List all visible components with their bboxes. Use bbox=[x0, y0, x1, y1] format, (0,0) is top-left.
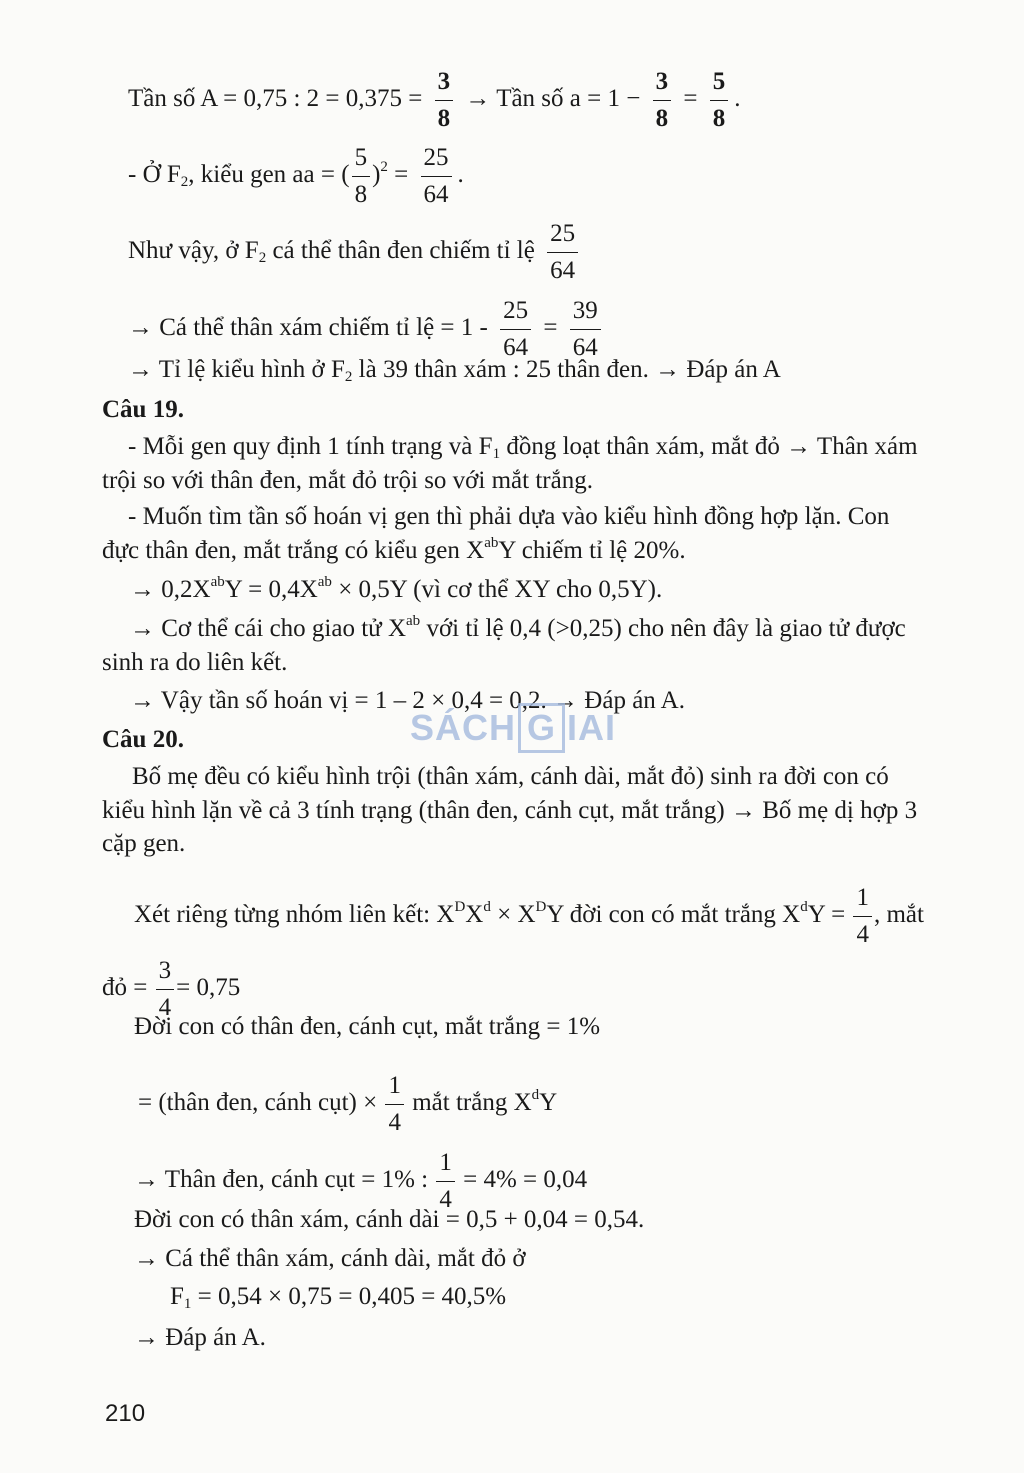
text: → Tần số a = 1 − bbox=[465, 85, 641, 113]
text: là 39 thân xám : 25 thân đen. → Đáp án A bbox=[352, 356, 781, 383]
superscript: d bbox=[531, 1087, 540, 1104]
denominator: 64 bbox=[572, 334, 598, 361]
paragraph-20-j: → Cá thể thân xám, cánh dài, mắt đỏ ở bbox=[134, 1245, 526, 1272]
denominator: 64 bbox=[550, 257, 576, 284]
text: - Mỗi gen quy định 1 tính trạng và F bbox=[128, 433, 493, 460]
numerator: 25 bbox=[421, 140, 452, 177]
watermark-logo bbox=[410, 703, 616, 753]
denominator: 4 bbox=[388, 1109, 401, 1136]
denominator: 4 bbox=[856, 921, 869, 948]
numerator: 5 bbox=[710, 64, 729, 101]
text: mắt trắng X bbox=[412, 1089, 532, 1117]
text: = bbox=[683, 85, 698, 113]
numerator: 5 bbox=[352, 140, 371, 177]
watermark-text: IAI bbox=[567, 707, 617, 748]
superscript: d bbox=[483, 899, 491, 916]
text: . bbox=[734, 85, 741, 113]
numerator: 3 bbox=[156, 953, 175, 990]
text: F bbox=[170, 1283, 184, 1310]
superscript: ab bbox=[317, 574, 332, 590]
subscript: 2 bbox=[180, 174, 189, 191]
superscript: D bbox=[454, 899, 466, 916]
paragraph-19-d bbox=[102, 536, 686, 566]
paragraph-20-f: Đời con có thân đen, cánh cụt, mắt trắng = 1% bbox=[134, 1013, 601, 1040]
paragraph-20-i: Đời con có thân xám, cánh dài = 0,5 + 0,04 = 0,54. bbox=[134, 1206, 645, 1233]
line-phenotype-ratio bbox=[128, 355, 781, 385]
text: Y = 0,4X bbox=[224, 576, 318, 603]
paragraph-19-e bbox=[130, 575, 662, 605]
text: Tần số A = 0,75 : 2 = 0,375 = bbox=[128, 85, 423, 113]
text: đực thân đen, mắt trắng có kiểu gen X bbox=[102, 537, 485, 564]
denominator: 8 bbox=[712, 105, 726, 132]
text: = bbox=[387, 161, 409, 189]
numerator: 3 bbox=[653, 64, 672, 101]
numerator: 25 bbox=[500, 293, 531, 330]
paragraph-19-f bbox=[130, 614, 906, 644]
denominator: 4 bbox=[439, 1186, 452, 1213]
text: × 0,5Y (vì cơ thể XY cho 0,5Y). bbox=[331, 576, 663, 603]
superscript: ab bbox=[210, 574, 225, 590]
superscript: ab bbox=[406, 613, 421, 629]
numerator: 25 bbox=[547, 216, 578, 253]
text: × X bbox=[490, 901, 536, 929]
page-number: 210 bbox=[105, 1400, 146, 1427]
text: đỏ = bbox=[102, 974, 148, 1002]
watermark-g: G bbox=[518, 703, 565, 753]
text: - Ở F bbox=[128, 161, 181, 189]
denominator: 8 bbox=[354, 181, 368, 208]
paragraph-20-d bbox=[134, 880, 924, 953]
text: X bbox=[465, 901, 484, 929]
paragraph-19-b: trội so với thân đen, mắt đỏ trội so với mắt trắng. bbox=[102, 467, 593, 494]
paragraph-19-g: sinh ra do liên kết. bbox=[102, 649, 288, 676]
question-19-heading: Câu 19. bbox=[102, 396, 184, 423]
text: → Cơ thể cái cho giao tử X bbox=[130, 615, 407, 642]
denominator: 8 bbox=[437, 105, 451, 132]
paragraph-20-l: → Đáp án A. bbox=[134, 1324, 266, 1351]
line-allele-frequency bbox=[128, 64, 740, 137]
paragraph-19-a bbox=[128, 432, 918, 462]
text: = (thân đen, cánh cụt) × bbox=[138, 1089, 378, 1117]
text: → Thân đen, cánh cụt = 1% : bbox=[134, 1166, 429, 1194]
superscript: d bbox=[800, 899, 808, 916]
text: cá thể thân đen chiếm tỉ lệ bbox=[266, 237, 535, 265]
text: Y đời con có mắt trắng X bbox=[546, 901, 801, 929]
text: Y bbox=[539, 1089, 558, 1117]
paragraph-19-h: → Vậy tần số hoán vị = 1 – 2 × 0,4 = 0,2. → Đáp án A. bbox=[130, 687, 685, 714]
text: , kiểu gen aa = ( bbox=[188, 161, 350, 189]
subscript: 1 bbox=[492, 446, 501, 462]
fraction bbox=[385, 1068, 404, 1141]
text: , mắt bbox=[873, 901, 924, 929]
text: Y = bbox=[807, 901, 846, 929]
fraction bbox=[710, 64, 729, 137]
paragraph-20-c: cặp gen. bbox=[102, 830, 186, 857]
fraction bbox=[421, 140, 452, 213]
text: = 4% = 0,04 bbox=[463, 1166, 588, 1194]
subscript: 2 bbox=[258, 250, 267, 267]
text: → Cá thể thân xám chiếm tỉ lệ = 1 - bbox=[128, 314, 488, 342]
subscript: 2 bbox=[344, 369, 353, 385]
text: đồng loạt thân xám, mắt đỏ → Thân xám bbox=[500, 433, 918, 460]
text: Như vậy, ở F bbox=[128, 237, 259, 265]
superscript: 2 bbox=[380, 159, 388, 176]
line-genotype-aa bbox=[128, 140, 464, 213]
text: . bbox=[457, 161, 464, 189]
text: với tỉ lệ 0,4 (>0,25) cho nên đây là giao tử được bbox=[420, 615, 906, 642]
text: → 0,2X bbox=[130, 576, 211, 603]
text: ) bbox=[372, 161, 381, 189]
superscript: D bbox=[535, 899, 547, 916]
line-black-body-ratio bbox=[128, 216, 584, 289]
denominator: 8 bbox=[655, 105, 669, 132]
fraction bbox=[653, 64, 672, 137]
text: Y chiếm tỉ lệ 20%. bbox=[498, 537, 686, 564]
fraction bbox=[435, 64, 454, 137]
subscript: 1 bbox=[183, 1296, 192, 1312]
paragraph-20-a: Bố mẹ đều có kiểu hình trội (thân xám, cánh dài, mắt đỏ) sinh ra đời con có bbox=[132, 763, 889, 790]
paragraph-20-g bbox=[138, 1068, 557, 1141]
text: = 0,75 bbox=[176, 974, 241, 1002]
numerator: 1 bbox=[385, 1068, 404, 1105]
text: = bbox=[543, 314, 558, 342]
fraction bbox=[853, 880, 872, 953]
denominator: 64 bbox=[503, 334, 529, 361]
fraction bbox=[547, 216, 578, 289]
question-20-heading: Câu 20. bbox=[102, 726, 184, 753]
watermark-text: SÁCH bbox=[410, 707, 517, 748]
text: Xét riêng từng nhóm liên kết: X bbox=[134, 901, 455, 929]
superscript: ab bbox=[484, 535, 499, 551]
paragraph-20-k bbox=[170, 1282, 506, 1312]
numerator: 3 bbox=[435, 64, 454, 101]
paragraph-19-c: - Muốn tìm tần số hoán vị gen thì phải dựa vào kiểu hình đồng hợp lặn. Con bbox=[128, 503, 890, 530]
numerator: 1 bbox=[853, 880, 872, 917]
denominator: 64 bbox=[423, 181, 449, 208]
paragraph-20-b: kiểu hình lặn về cả 3 tính trạng (thân đen, cánh cụt, mắt trắng) → Bố mẹ dị hợp 3 bbox=[102, 797, 918, 824]
numerator: 1 bbox=[436, 1145, 455, 1182]
numerator: 39 bbox=[570, 293, 601, 330]
denominator: 4 bbox=[158, 994, 172, 1021]
fraction bbox=[352, 140, 371, 213]
text: → Tỉ lệ kiểu hình ở F bbox=[128, 356, 345, 383]
text: = 0,54 × 0,75 = 0,405 = 40,5% bbox=[191, 1283, 507, 1310]
